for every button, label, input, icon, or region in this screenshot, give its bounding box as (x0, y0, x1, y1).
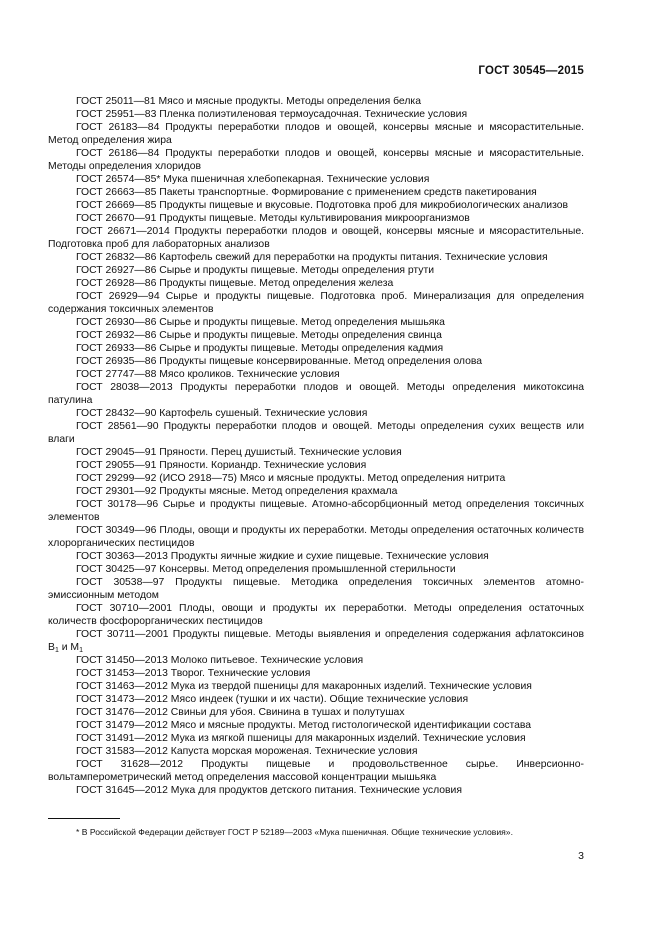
reference-item: ГОСТ 26574—85* Мука пшеничная хлебопекарная. Технические условия (76, 174, 430, 185)
reference-item: ГОСТ 31491—2012 Мука из мягкой пшеницы для макаронных изделий. Технические условия (76, 733, 526, 744)
reference-item: ГОСТ 29055—91 Пряности. Кориандр. Технические условия (76, 460, 367, 471)
reference-item: ГОСТ 26183—84 Продукты переработки плодов и овощей, консервы мясные и мясорастительные. Метод определения жира (48, 122, 584, 146)
reference-item-aflatoxin (48, 628, 584, 654)
reference-item: ГОСТ 28038—2013 Продукты переработки плодов и овощей. Методы определения микотоксина патулина (48, 382, 584, 406)
running-header: ГОСТ 30545—2015 (478, 65, 584, 77)
reference-item: ГОСТ 26927—86 Сырье и продукты пищевые. Методы определения ртути (76, 265, 435, 276)
reference-item: ГОСТ 28561—90 Продукты переработки плодов и овощей. Методы определения сухих веществ или влаги (48, 421, 584, 445)
reference-item: ГОСТ 26935—86 Продукты пищевые консервированные. Метод определения олова (76, 356, 483, 367)
reference-item: ГОСТ 31479—2012 Мясо и мясные продукты. Метод гистологической идентификации состава (76, 720, 532, 731)
reference-item: ГОСТ 30425—97 Консервы. Метод определения промышленной стерильности (76, 564, 456, 575)
reference-item: ГОСТ 26669—85 Продукты пищевые и вкусовые. Подготовка проб для микробиологических анализов (76, 200, 569, 211)
reference-item: ГОСТ 31628—2012 Продукты пищевые и продовольственное сырье. Инверсионно-вольтамперометрический метод определения массовой концентрации мышьяка (48, 759, 584, 783)
reference-item: ГОСТ 31476—2012 Свиньи для убоя. Свинина в тушах и полутушах (76, 707, 405, 718)
reference-item: ГОСТ 26933—86 Сырье и продукты пищевые. Методы определения кадмия (76, 343, 444, 354)
subscript: 1 (79, 647, 83, 654)
reference-item: ГОСТ 26932—86 Сырье и продукты пищевые. Методы определения свинца (76, 330, 442, 341)
reference-text: и M (58, 642, 80, 653)
reference-item: ГОСТ 31463—2012 Мука из твердой пшеницы для макаронных изделий. Технические условия (76, 681, 532, 692)
reference-item: ГОСТ 26663—85 Пакеты транспортные. Формирование с применением средств пакетирования (76, 187, 537, 198)
reference-item: ГОСТ 26928—86 Продукты пищевые. Метод определения железа (76, 278, 394, 289)
reference-item: ГОСТ 30178—96 Сырье и продукты пищевые. Атомно-абсорбционный метод определения токсичных элементов (48, 499, 584, 523)
reference-item: ГОСТ 27747—88 Мясо кроликов. Технические условия (76, 369, 340, 380)
page-number: 3 (578, 850, 584, 862)
reference-item: ГОСТ 26671—2014 Продукты переработки плодов и овощей, консервы мясные и мясорастительные. Подготовка проб для лабораторных анализов (48, 226, 584, 250)
reference-item: ГОСТ 31450—2013 Молоко питьевое. Технические условия (76, 655, 364, 666)
reference-text: ГОСТ 30711—2001 Продукты пищевые. Методы выявления и определения содержания афлатоксинов B (48, 629, 584, 653)
normative-references (48, 95, 584, 797)
reference-item: ГОСТ 30349—96 Плоды, овощи и продукты их переработки. Методы определения остаточных количеств хлорорганических пестицидов (48, 525, 584, 549)
reference-item: ГОСТ 29301—92 Продукты мясные. Метод определения крахмала (76, 486, 398, 497)
reference-item: ГОСТ 31583—2012 Капуста морская мороженая. Технические условия (76, 746, 418, 757)
reference-item: ГОСТ 30363—2013 Продукты яичные жидкие и сухие пищевые. Технические условия (76, 551, 489, 562)
reference-item: ГОСТ 26930—86 Сырье и продукты пищевые. Метод определения мышьяка (76, 317, 445, 328)
reference-item: ГОСТ 31473—2012 Мясо индеек (тушки и их части). Общие технические условия (76, 694, 469, 705)
reference-item: ГОСТ 28432—90 Картофель сушеный. Технические условия (76, 408, 368, 419)
reference-item: ГОСТ 29299—92 (ИСО 2918—75) Мясо и мясные продукты. Метод определения нитрита (76, 473, 506, 484)
reference-item: ГОСТ 30710—2001 Плоды, овощи и продукты их переработки. Методы определения остаточных количеств фосфорорганических пестицидов (48, 603, 584, 627)
reference-item: ГОСТ 31645—2012 Мука для продуктов детского питания. Технические условия (76, 785, 462, 796)
reference-item: ГОСТ 26929—94 Сырье и продукты пищевые. Подготовка проб. Минерализация для определения содержания токсичных элементов (48, 291, 584, 315)
reference-item: ГОСТ 25011—81 Мясо и мясные продукты. Методы определения белка (76, 96, 421, 107)
footnote-divider (48, 818, 120, 819)
subscript: 1 (54, 647, 59, 654)
reference-item: ГОСТ 31453—2013 Творог. Технические условия (76, 668, 311, 679)
reference-item: ГОСТ 29045—91 Пряности. Перец душистый. Технические условия (76, 447, 402, 458)
footnote: * В Российской Федерации действует ГОСТ Р 52189—2003 «Мука пшеничная. Общие технические условия». (76, 827, 513, 837)
reference-item: ГОСТ 30538—97 Продукты пищевые. Методика определения токсичных элементов атомно-эмиссионным методом (48, 577, 584, 601)
reference-item: ГОСТ 25951—83 Пленка полиэтиленовая термоусадочная. Технические условия (76, 109, 468, 120)
reference-item: ГОСТ 26186—84 Продукты переработки плодов и овощей, консервы мясные и мясорастительные. Методы определения хлоридов (48, 148, 584, 172)
reference-item: ГОСТ 26670—91 Продукты пищевые. Методы культивирования микроорганизмов (76, 213, 470, 224)
reference-item: ГОСТ 26832—86 Картофель свежий для переработки на продукты питания. Технические условия (76, 252, 548, 263)
